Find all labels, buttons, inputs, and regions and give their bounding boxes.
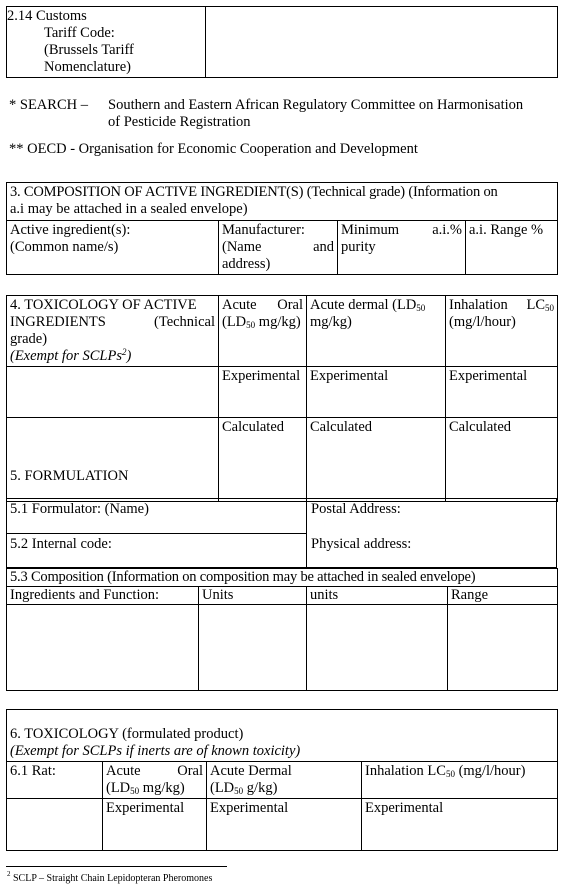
s6-dermal-experimental-cell[interactable]: [207, 799, 362, 851]
minimum-line: [341, 222, 462, 239]
acute-oral-unit: mg/kg): [255, 314, 301, 331]
inhalation-experimental-label: Experimental: [449, 368, 528, 385]
ingredients-header-label: Ingredients and Function:: [10, 587, 160, 604]
section3-table: [6, 182, 558, 275]
customs-line2: Tariff Code:: [44, 25, 115, 42]
s6-dermal-experimental-label: Experimental: [210, 800, 289, 817]
section4-technical-label: (Technical: [154, 314, 215, 331]
section4-title-line1: 4. TOXICOLOGY OF ACTIVE: [10, 297, 197, 313]
section4-title-line2: [10, 314, 215, 331]
inhalation-calculated-cell[interactable]: [446, 418, 558, 502]
units-header-label: Units: [202, 587, 234, 604]
section4-title-cell: [7, 296, 219, 367]
customs-table: [6, 6, 558, 78]
ai-range-header: [466, 221, 558, 275]
acute-oral-oral: Oral: [277, 297, 303, 313]
oecd-note: ** OECD - Organisation for Economic Cooperation and Development: [9, 141, 418, 157]
inhalation-lc-text: LC: [526, 297, 545, 313]
rat-blank-cell: [7, 799, 103, 851]
acute-oral-line2: [222, 314, 303, 331]
formulator-field[interactable]: 5.1 Formulator: (Name): [10, 501, 149, 517]
inhalation-line1: [449, 297, 554, 314]
inhalation-calculated-label: Calculated: [449, 419, 512, 436]
s6-inhalation-line1: [365, 763, 554, 780]
inhalation-header: [446, 296, 558, 367]
s6-oral-sub: 50: [130, 786, 140, 797]
ingredients-input-cell[interactable]: [7, 605, 199, 691]
manufacturer-name-label: (Name: [222, 239, 262, 256]
inhalation-lc: [526, 297, 554, 314]
physical-address-field[interactable]: Physical address:: [311, 536, 412, 552]
s6-oral-experimental-cell[interactable]: [103, 799, 207, 851]
units2-header: [307, 587, 448, 605]
composition-title: 5.3 Composition (Information on composition may be attached in sealed envelope): [10, 569, 476, 585]
range-header-label: Range: [451, 587, 489, 604]
dermal-experimental-label: Experimental: [310, 368, 389, 385]
inhalation-experimental-cell[interactable]: [446, 367, 558, 418]
s6-dermal-ld: (LD: [210, 780, 235, 797]
section3-title-line1: 3. COMPOSITION OF ACTIVE INGREDIENT(S) (Technical grade) (Information on: [10, 184, 498, 200]
active-ingredient-header: [7, 221, 219, 275]
oral-experimental-label: Experimental: [222, 368, 301, 385]
section4-grade-label: grade): [10, 331, 48, 348]
s6-dermal-line2: [210, 780, 358, 797]
footnote: [7, 870, 213, 885]
dermal-experimental-cell[interactable]: [307, 367, 446, 418]
search-text: [108, 97, 523, 131]
dermal-calculated-cell[interactable]: [307, 418, 446, 502]
internal-code-field[interactable]: 5.2 Internal code:: [10, 536, 112, 552]
manufacturer-address-label: address): [222, 256, 271, 273]
units-header: [199, 587, 307, 605]
section4-ingredients-label: INGREDIENTS: [10, 314, 106, 331]
s6-dermal-label: Acute Dermal: [210, 763, 292, 779]
section4-exempt-close: ): [126, 348, 132, 365]
footnote-number: 2: [7, 870, 11, 878]
s6-oral-unit: mg/kg): [139, 780, 185, 797]
acute-dermal-line1: [310, 297, 442, 314]
customs-line3: (Brussels Tariff: [44, 42, 134, 59]
acute-dermal-header: [307, 296, 446, 367]
s6-dermal-unit: g/kg): [243, 780, 278, 797]
oral-experimental-cell[interactable]: [219, 367, 307, 418]
section4-exempt-text: (Exempt for SCLPs: [10, 348, 122, 365]
formulation-heading-cell: [7, 418, 219, 502]
s6-oral-header: [103, 762, 207, 799]
inhalation-label: Inhalation: [449, 297, 508, 313]
oral-calculated-cell[interactable]: [219, 418, 307, 502]
footnote-separator: [6, 866, 227, 867]
inhalation-sub: 50: [545, 303, 554, 313]
ai-range-label: a.i. Range %: [469, 222, 544, 238]
s6-dermal-sub: 50: [234, 786, 244, 797]
footnote-ref: 2: [121, 347, 127, 358]
customs-label-cell: [7, 7, 206, 78]
s6-inhalation-sub: 50: [445, 769, 455, 779]
s6-oral-experimental-label: Experimental: [106, 800, 185, 817]
s6-inhalation-experimental-label: Experimental: [365, 800, 444, 817]
acute-oral-line1: [222, 297, 303, 314]
range-header: [448, 587, 558, 605]
manufacturer-name-line: [222, 239, 334, 256]
acute-oral-header: [219, 296, 307, 367]
section4-exempt-note: [10, 348, 215, 365]
formulator-divider-v: [306, 498, 307, 568]
inhalation-unit: (mg/l/hour): [449, 314, 516, 331]
rat-label: 6.1 Rat:: [10, 763, 56, 779]
acute-dermal-unit: mg/kg): [310, 314, 352, 331]
section6-title-cell: [7, 710, 558, 762]
composition-title-cell: [7, 569, 558, 587]
section6-exempt-note: (Exempt for SCLPs if inerts are of known toxicity): [10, 742, 301, 759]
s6-inhalation-header: [362, 762, 558, 799]
section6-table: [6, 709, 558, 851]
dermal-calculated-label: Calculated: [310, 419, 373, 436]
postal-address-field[interactable]: Postal Address:: [311, 501, 401, 517]
s6-oral-acute: Acute: [106, 763, 141, 779]
customs-value-cell[interactable]: [206, 7, 558, 78]
rat-label-cell: [7, 762, 103, 799]
units-input-cell[interactable]: [199, 605, 307, 691]
section3-title-line2: a.i may be attached in a sealed envelope): [10, 201, 248, 218]
s6-inhalation-unit: (mg/l/hour): [454, 763, 526, 779]
section4-experimental-blank: [7, 367, 219, 418]
acute-dermal-sub: 50: [416, 303, 426, 313]
s6-dermal-header: [207, 762, 362, 799]
search-marker: * SEARCH –: [9, 97, 88, 113]
minimum-label: Minimum: [341, 222, 400, 238]
s6-oral-oral: Oral: [177, 763, 203, 779]
s6-oral-line1: [106, 763, 203, 780]
section4-table: [6, 295, 558, 502]
manufacturer-header: [219, 221, 338, 275]
search-text-line2: of Pesticide Registration: [108, 114, 251, 131]
acute-dermal-label: Acute dermal (LD: [310, 297, 417, 313]
footnote-text: SCLP – Straight Chain Lepidopteran Pheromones: [10, 873, 213, 884]
purity-label: purity: [341, 239, 376, 256]
minimum-purity-header: [338, 221, 466, 275]
s6-inhalation-experimental-cell[interactable]: [362, 799, 558, 851]
ingredients-header: [7, 587, 199, 605]
formulator-divider-h: [6, 533, 306, 534]
s6-inhalation-label: Inhalation LC: [365, 763, 446, 779]
units2-header-label: units: [310, 587, 339, 604]
manufacturer-and-label: and: [313, 239, 334, 256]
manufacturer-label: Manufacturer:: [222, 222, 305, 238]
common-name-label: (Common name/s): [10, 239, 119, 256]
search-note: [9, 97, 561, 131]
active-ingredient-label: Active ingredient(s):: [10, 222, 131, 238]
section6-title: 6. TOXICOLOGY (formulated product): [10, 725, 244, 742]
composition-table: [6, 568, 558, 691]
section3-title-cell: [7, 183, 558, 221]
acute-oral-acute: Acute: [222, 297, 257, 313]
acute-oral-ld: (LD: [222, 314, 247, 331]
s6-oral-line2: [106, 780, 203, 797]
units2-input-cell[interactable]: [307, 605, 448, 691]
acute-oral-sub: 50: [246, 320, 256, 331]
customs-line4: Nomenclature): [44, 59, 131, 76]
customs-line1: 2.14 Customs: [7, 8, 87, 24]
range-input-cell[interactable]: [448, 605, 558, 691]
oral-calculated-label: Calculated: [222, 419, 285, 436]
s6-oral-ld: (LD: [106, 780, 131, 797]
ai-percent-label: a.i.%: [432, 222, 462, 238]
search-text-line1: Southern and Eastern African Regulatory Committee on Harmonisation: [108, 97, 524, 113]
formulation-heading: 5. FORMULATION: [10, 468, 129, 485]
